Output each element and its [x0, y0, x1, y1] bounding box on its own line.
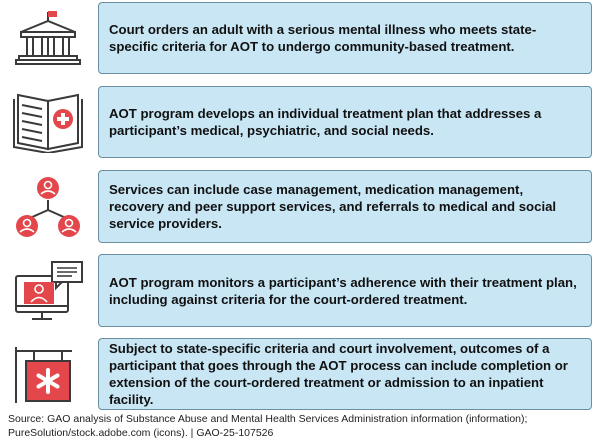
medical-book-icon — [8, 86, 88, 158]
people-network-icon — [8, 170, 88, 243]
monitor-chat-icon — [8, 254, 88, 327]
step-1-box — [98, 2, 592, 74]
step-2 — [8, 86, 592, 158]
step-2-text: AOT program develops an individual treatment plan that addresses a participant’s medical, psychiatric, and social needs. — [109, 106, 542, 138]
step-3 — [8, 170, 592, 243]
courthouse-icon — [8, 2, 88, 74]
step-4-box — [98, 254, 592, 327]
step-3-box — [98, 170, 592, 243]
step-1-text: Court orders an adult with a serious mental illness who meets state-specific criteria for AOT to undergo community-based treatment. — [109, 22, 537, 54]
source-note — [8, 413, 598, 440]
step-4 — [8, 254, 592, 327]
source-line-1: Source: GAO analysis of Substance Abuse and Mental Health Services Administration information (information); — [8, 413, 528, 425]
step-5-box — [98, 338, 592, 410]
step-4-text: AOT program monitors a participant’s adherence with their treatment plan, including against criteria for the court-ordered treatment. — [109, 274, 577, 307]
step-5 — [8, 338, 592, 410]
step-2-box — [98, 86, 592, 158]
step-5-text: Subject to state-specific criteria and court involvement, outcomes of a participant that goes through the AOT process can include completion or extension of the court-ordered treatment or admission to an inpatient facility. — [109, 341, 568, 407]
step-1 — [8, 2, 592, 74]
source-line-2: PureSolution/stock.adobe.com (icons). | GAO-25-107526 — [8, 426, 274, 439]
medical-sign-icon — [8, 338, 88, 410]
step-3-text: Services can include case management, medication management, recovery and peer support services, and referrals to medical and social service providers. — [109, 182, 557, 231]
